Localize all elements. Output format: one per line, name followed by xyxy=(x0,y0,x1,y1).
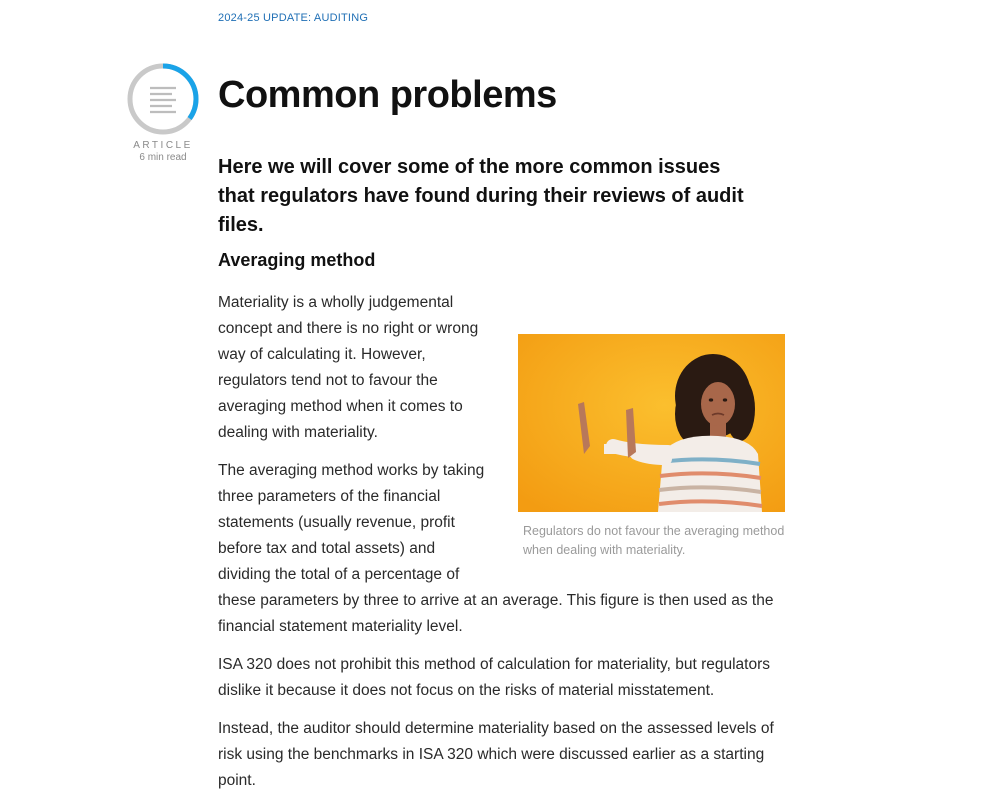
section-heading: Averaging method xyxy=(218,250,376,270)
article-figure xyxy=(518,334,785,560)
woman-gesturing-stop-image xyxy=(518,334,785,512)
body-paragraph: The averaging method works by taking three parameters of the financial statements (usually revenue, profit before tax and total assets) and dividing the total of a percentage of these parameters by three to arrive at an average. This figure is then used as the financial statement materiality level. xyxy=(218,462,774,635)
read-time: 6 min read xyxy=(139,152,187,163)
reading-progress-ring xyxy=(126,62,200,136)
article-body xyxy=(218,248,788,806)
body-paragraph: Instead, the auditor should determine materiality based on the assessed levels of risk using the benchmarks in ISA 320 which were discussed earlier as a starting point. xyxy=(218,720,774,789)
body-paragraph: ISA 320 does not prohibit this method of calculation for materiality, but regulators dislike it because it does not focus on the risks of material misstatement. xyxy=(218,656,770,699)
section-kicker-link[interactable]: 2024-25 UPDATE: AUDITING xyxy=(218,12,369,24)
body-paragraph: Materiality is a wholly judgemental concept and there is no right or wrong way of calculating it. However, regulators tend not to favour the averaging method when it comes to dealing with materiality. xyxy=(218,294,479,441)
article-intro: Here we will cover some of the more common issues that regulators have found during their reviews of audit files. xyxy=(218,156,744,236)
page-title: Common problems xyxy=(218,74,557,116)
document-lines-icon xyxy=(150,88,176,112)
article-badge xyxy=(126,62,200,163)
figure-caption: Regulators do not favour the averaging method when dealing with materiality. xyxy=(523,524,785,557)
content-type-label: ARTICLE xyxy=(133,140,193,151)
